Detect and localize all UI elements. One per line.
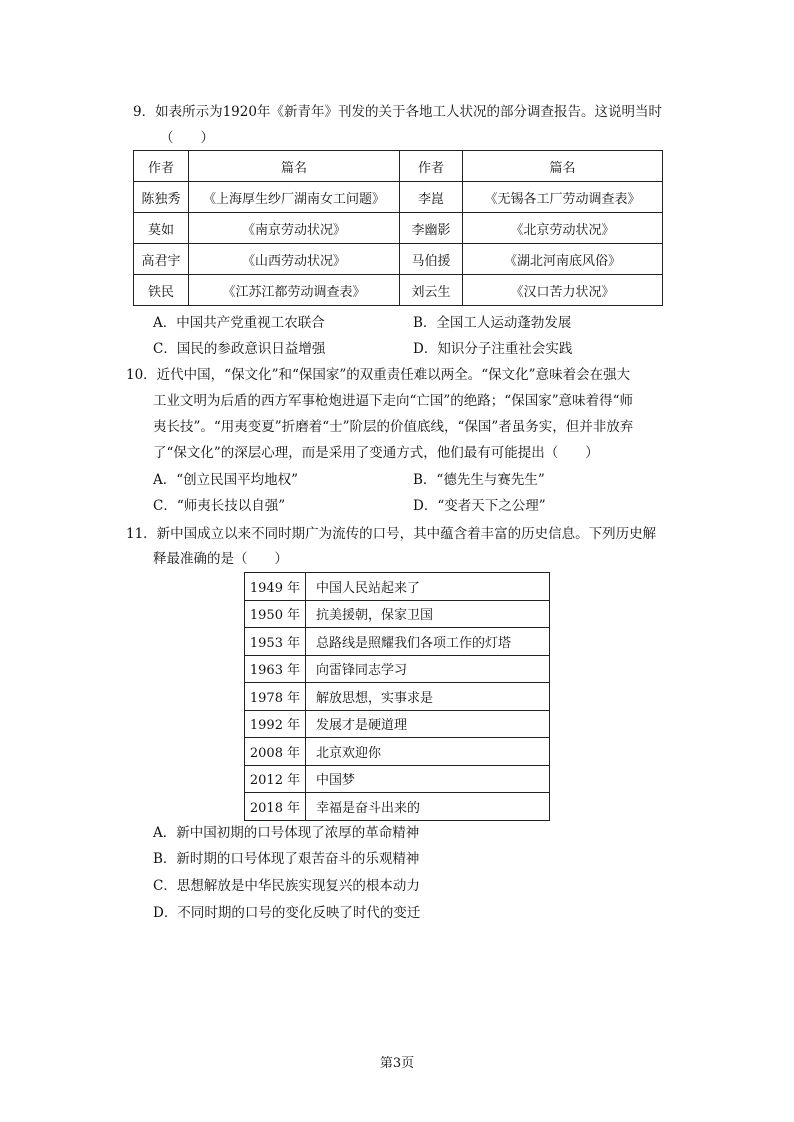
slogan-cell: 向雷锋同志学习 <box>306 655 550 683</box>
page-number: 第3页 <box>379 1056 415 1071</box>
title-cell: 《江苏江都劳动调查表》 <box>189 275 400 306</box>
q10-stem-line1: 10．近代中国，“保文化”和“保国家”的双重责任难以两全。“保文化”意味着会在强大 <box>126 367 631 383</box>
year-cell: 1950 年 <box>245 600 306 628</box>
title-cell: 《山西劳动状况》 <box>189 244 400 275</box>
author-cell: 高君宇 <box>134 244 189 275</box>
header-author-1: 作者 <box>134 151 189 182</box>
q9-option-d[interactable]: D．知识分子注重社会实践 <box>413 341 573 357</box>
q9-option-c[interactable]: C．国民的参政意识日益增强 <box>153 341 326 357</box>
table-row <box>245 765 550 793</box>
author-cell: 莫如 <box>134 213 189 244</box>
q11-option-b[interactable]: B．新时期的口号体现了艰苦奋斗的乐观精神 <box>153 851 420 867</box>
table-row <box>245 710 550 738</box>
q11-slogan-table <box>244 572 550 821</box>
title-cell: 《上海厚生纱厂湖南女工问题》 <box>189 182 400 213</box>
slogan-cell: 发展才是硬道理 <box>306 710 550 738</box>
q9-stem-line1: 9．如表所示为1920年《新青年》刊发的关于各地工人状况的部分调查报告。这说明当时 <box>133 104 662 120</box>
table-row <box>245 793 550 821</box>
author-cell: 马伯援 <box>400 244 463 275</box>
q10-stem-line2: 工业文明为后盾的西方军事枪炮进逼下走向“亡国”的绝路；“保国家”意味着得“师 <box>153 393 634 409</box>
header-author-2: 作者 <box>400 151 463 182</box>
year-cell: 1953 年 <box>245 628 306 656</box>
title-cell: 《汉口苦力状况》 <box>463 275 663 306</box>
author-cell: 陈独秀 <box>134 182 189 213</box>
q9-table <box>133 150 663 306</box>
table-row <box>245 655 550 683</box>
q10-option-d[interactable]: D．“变者天下之公理” <box>413 498 546 514</box>
slogan-cell: 解放思想，实事求是 <box>306 683 550 711</box>
table-row <box>245 738 550 766</box>
year-cell: 2018 年 <box>245 793 306 821</box>
slogan-cell: 中国人民站起来了 <box>306 573 550 601</box>
q11-option-c[interactable]: C．思想解放是中华民族实现复兴的根本动力 <box>153 878 420 894</box>
slogan-cell: 幸福是奋斗出来的 <box>306 793 550 821</box>
year-cell: 2008 年 <box>245 738 306 766</box>
q11-option-d[interactable]: D．不同时期的口号的变化反映了时代的变迁 <box>153 905 421 921</box>
header-title-2: 篇名 <box>463 151 663 182</box>
q10-option-c[interactable]: C．“师夷长技以自强” <box>153 498 286 514</box>
q11-option-a[interactable]: A．新中国初期的口号体现了浓厚的革命精神 <box>153 825 420 841</box>
slogan-cell: 北京欢迎你 <box>306 738 550 766</box>
table-row <box>134 213 663 244</box>
table-row <box>245 683 550 711</box>
q11-stem-line1: 11．新中国成立以来不同时期广为流传的口号，其中蕴含着丰富的历史信息。下列历史解 <box>126 526 657 542</box>
year-cell: 1949 年 <box>245 573 306 601</box>
table-row <box>134 244 663 275</box>
table-row <box>134 275 663 306</box>
slogan-cell: 中国梦 <box>306 765 550 793</box>
q9-stem-line2: （ ） <box>160 130 214 146</box>
q10-stem-line3: 夷长技”。“用夷变夏”折磨着“士”阶层的价值底线，“保国”者虽务实，但并非放弃 <box>153 419 634 435</box>
year-cell: 1963 年 <box>245 655 306 683</box>
q10-stem-line4: 了“保文化”的深层心理，而是采用了变通方式，他们最有可能提出（ ） <box>153 445 599 461</box>
q9-option-b[interactable]: B．全国工人运动蓬勃发展 <box>413 315 572 331</box>
author-cell: 刘云生 <box>400 275 463 306</box>
title-cell: 《无锡各工厂劳动调查表》 <box>463 182 663 213</box>
year-cell: 2012 年 <box>245 765 306 793</box>
title-cell: 《北京劳动状况》 <box>463 213 663 244</box>
q11-stem-line2: 释最准确的是（ ） <box>153 551 288 567</box>
table-row <box>134 182 663 213</box>
q10-option-a[interactable]: A．“创立民国平均地权” <box>153 472 299 488</box>
title-cell: 《湖北河南底风俗》 <box>463 244 663 275</box>
author-cell: 李幽影 <box>400 213 463 244</box>
author-cell: 铁民 <box>134 275 189 306</box>
header-title-1: 篇名 <box>189 151 400 182</box>
slogan-cell: 总路线是照耀我们各项工作的灯塔 <box>306 628 550 656</box>
title-cell: 《南京劳动状况》 <box>189 213 400 244</box>
table-row <box>245 600 550 628</box>
table-row <box>245 573 550 601</box>
q9-option-a[interactable]: A．中国共产党重视工农联合 <box>153 315 325 331</box>
q10-option-b[interactable]: B．“德先生与赛先生” <box>413 472 545 488</box>
slogan-cell: 抗美援朝，保家卫国 <box>306 600 550 628</box>
author-cell: 李崑 <box>400 182 463 213</box>
year-cell: 1978 年 <box>245 683 306 711</box>
year-cell: 1992 年 <box>245 710 306 738</box>
table-header-row <box>134 151 663 182</box>
table-row <box>245 628 550 656</box>
